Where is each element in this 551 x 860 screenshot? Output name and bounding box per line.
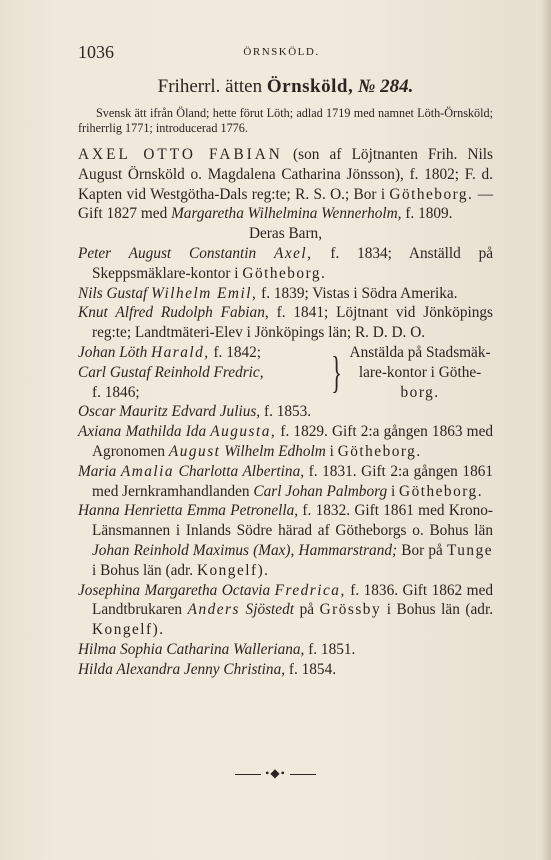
hanna-husband: Johan Reinhold Maximus [92,541,249,559]
entry-peter [78,244,493,284]
entry-nils [78,284,493,304]
maria-husband: Carl Johan Palmborg [253,482,388,500]
hilda-name: Hilda Alexandra Jenny Christina, [78,660,286,678]
hanna-husband-alt: (Max), [253,541,295,559]
johan-name-b: Harald, [151,343,210,361]
hanna-estate: Tunge [446,541,494,559]
end-ornament [0,766,551,781]
ornament-rule-left [235,774,261,775]
title-number: № 284. [357,76,414,97]
brace-line-1: Anstälda på Stadsmäk- [349,343,491,361]
family-intro: Svensk ätt ifrån Öland; hette förut Löth; adlad 1719 med namnet Löth-Örnsköld; friherrlig 1771; introducerad 1776. [78,106,493,135]
axiana-text: f. 1829. Gift 2:a gången 1863 med Agronomen [92,423,494,460]
josephina-town: Kongelf). [92,621,165,639]
axiana-name-a: Axiana Mathilda Ida [78,423,207,441]
ornament-glyph: •◆• [265,766,286,780]
running-head: ÖRNSKÖLD. [243,46,320,58]
brace-group [78,343,493,402]
johan-name-a: Johan Löth [78,343,148,361]
carl-name: Carl Gustaf Reinhold Fredric, [78,363,264,381]
axiana-husband-a: August [168,442,221,460]
hanna-farm: Hammarstrand; [298,541,398,559]
axiana-pre-place: i [329,442,334,460]
axiana-name-b: Augusta, [210,423,277,441]
josephina-husband-b: Sjöstedt [245,601,294,619]
oscar-born: f. 1853. [263,403,312,421]
axel-wife-born: f. 1809. [405,205,453,223]
carl-born-line [78,383,326,403]
josephina-estate: Grössby [319,601,382,619]
entry-hanna [78,501,493,580]
maria-text: f. 1831. Gift 2:a gången 1861 med Jernkramhandlanden [92,462,494,500]
brace-line-2: lare-kontor i Göthe- [358,363,482,381]
johan-born: f. 1842; [213,343,262,361]
page-number: 1036 [78,42,114,62]
maria-pre-place: i [390,482,396,500]
entry-hilda [78,660,493,680]
genealogy-body [78,145,493,680]
entry-axiana [78,422,493,462]
josephina-on: på [299,601,315,619]
maria-name-b: Amalia [120,462,175,480]
hilma-born: f. 1851. [308,640,356,658]
axel-text: (son af Löjtnanten Frih. Nils August Örnsköld o. Magdalena Catharina Jönsson), f. 1802; F. d. Kapten vid Westgötha-Dals reg:te; R. S. O.; Bor i [78,146,493,203]
axiana-place: Götheborg. [337,442,422,460]
hanna-name: Hanna Henrietta Emma Petronella, [78,502,299,520]
entry-hilma [78,640,493,660]
peter-name-a: Peter August Constantin [78,244,257,262]
hilma-name: Hilma Sophia Catharina Walleriana, [78,640,305,658]
hilda-born: f. 1854. [288,660,337,678]
page-header [78,42,485,62]
family-title [78,76,493,98]
hanna-address: i Bohus län (adr. [92,561,194,579]
title-family-name: Örnsköld, [266,76,354,97]
axel-place: Götheborg. [389,185,474,203]
axel-married: — Gift 1827 med [78,185,494,223]
axiana-husband-b: Wilhelm Edholm [224,442,326,460]
peter-text: f. 1834; Anställd på Skeppsmäklare-kontor i [92,244,494,282]
entry-josephina [78,581,493,640]
josephina-text: f. 1836. Gift 1862 med Landtbrukaren [92,581,494,619]
brace-left-entries [78,343,326,402]
entry-axel [78,145,493,224]
josephina-name-a: Josephina Margaretha Octavia [78,581,271,599]
hanna-town: Kongelf). [196,561,270,579]
entry-maria [78,462,493,502]
maria-name-c: Charlotta Albertina, [178,462,305,480]
hanna-text: f. 1832. Gift 1861 med Krono-Länsmannen i Inlands Södre härad af Götheborgs o. Bohus län [92,502,494,540]
entry-carl [78,363,326,383]
josephina-name-b: Fredrica, [274,581,346,599]
axel-name: AXEL OTTO FABIAN [78,146,283,163]
nils-name-b: Wilhelm Emil, [151,284,258,302]
title-prefix: Friherrl. ätten [157,76,263,97]
brace-right-text [347,343,493,402]
hanna-bor: Bor på [401,541,443,559]
nils-text: f. 1839; Vistas i Södra Amerika. [261,284,458,302]
axel-wife: Margaretha Wilhelmina Wennerholm, [171,205,402,223]
children-heading: Deras Barn, [248,225,323,243]
maria-name-a: Maria [78,462,117,480]
ornament-rule-right [290,774,316,775]
entry-knut [78,303,493,343]
peter-place: Götheborg. [242,264,327,282]
peter-name-b: Axel, [274,244,313,262]
knut-text: f. 1841; Löjtnant vid Jönköpings reg:te; Landtmäteri-Elev i Jönköpings län; R. D. D. O. [92,304,494,342]
brace-symbol: } [331,347,342,397]
carl-born: f. 1846; [92,383,140,401]
knut-name: Knut Alfred Rudolph Fabian, [78,304,269,322]
nils-name-a: Nils Gustaf [78,284,148,302]
oscar-name: Oscar Mauritz Edvard Julius, [78,403,261,421]
brace-line-3: borg. [400,383,440,401]
josephina-husband-a: Anders [187,601,240,619]
maria-place: Götheborg. [399,482,484,500]
josephina-address: i Bohus län (adr. [386,601,494,619]
page-edge-shadow [541,0,551,860]
entry-johan [78,343,326,363]
entry-oscar [78,402,493,422]
